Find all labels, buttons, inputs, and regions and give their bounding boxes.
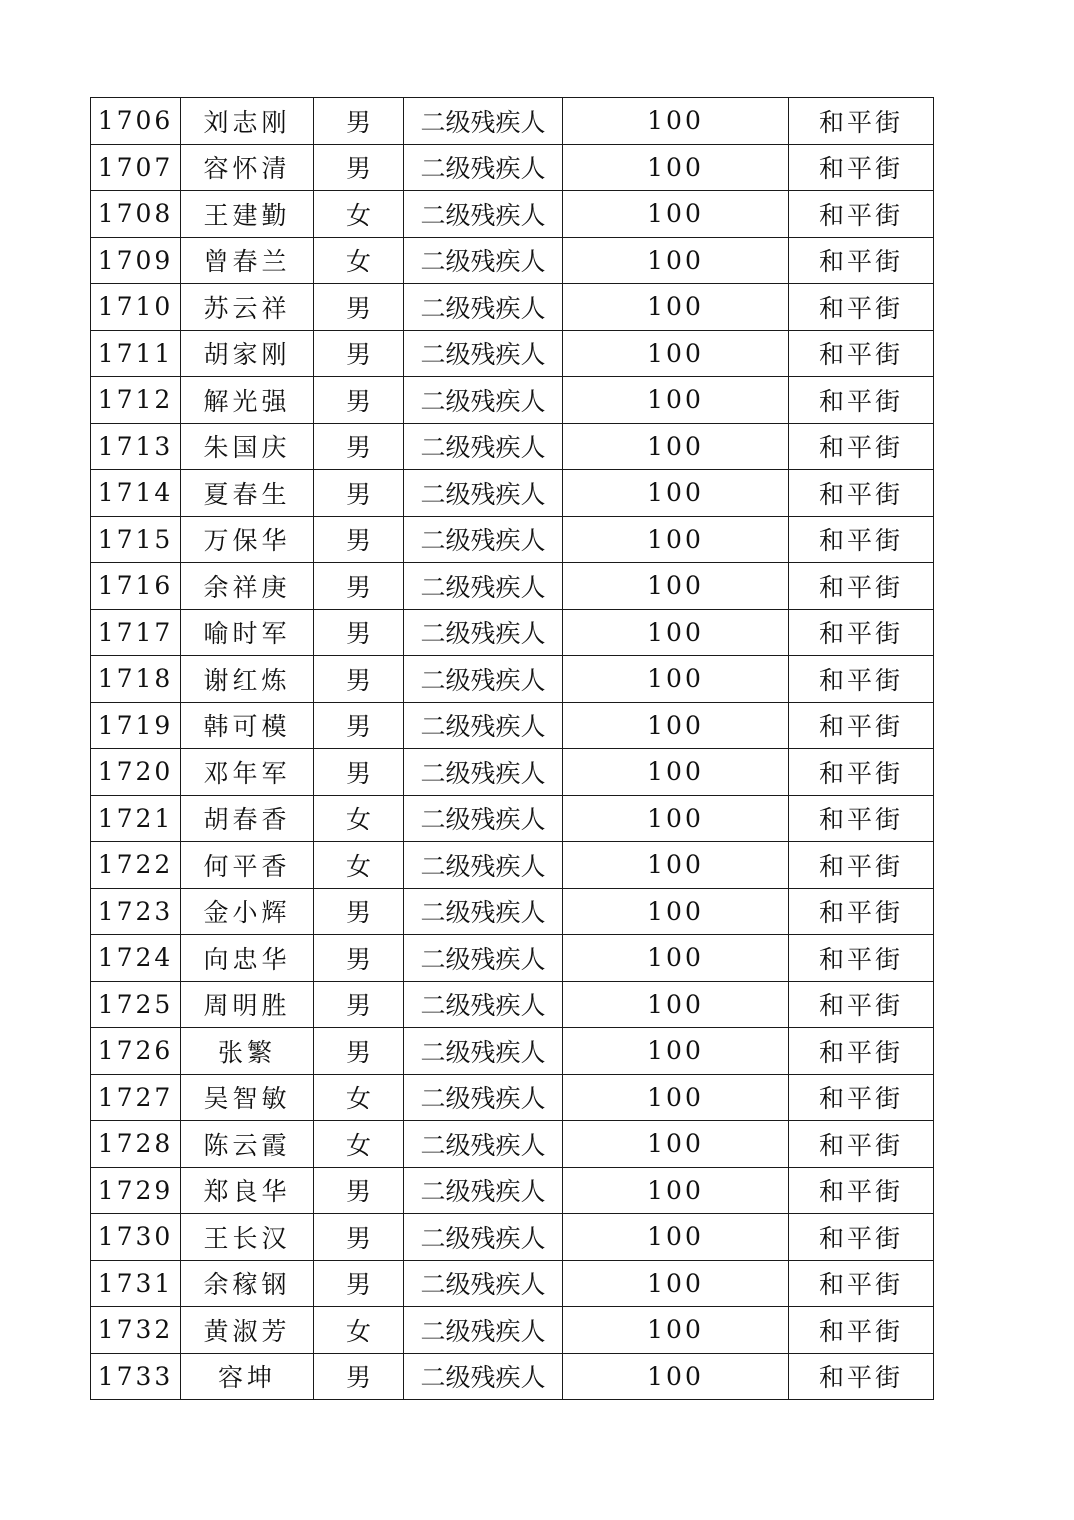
- name-cell: 喻时军: [181, 609, 314, 656]
- disability-level-cell: 二级残疾人: [404, 1214, 563, 1261]
- row-number-cell: 1729: [91, 1167, 181, 1214]
- amount-cell: 100: [563, 284, 789, 331]
- gender-cell: 男: [314, 563, 404, 610]
- street-cell: 和平街: [789, 423, 934, 470]
- gender-cell: 男: [314, 749, 404, 796]
- amount-cell: 100: [563, 516, 789, 563]
- gender-cell: 男: [314, 1028, 404, 1075]
- gender-cell: 男: [314, 516, 404, 563]
- street-cell: 和平街: [789, 377, 934, 424]
- name-cell: 王长汉: [181, 1214, 314, 1261]
- street-cell: 和平街: [789, 1307, 934, 1354]
- row-number-cell: 1716: [91, 563, 181, 610]
- name-cell: 黄淑芳: [181, 1307, 314, 1354]
- street-cell: 和平街: [789, 98, 934, 145]
- disability-level-cell: 二级残疾人: [404, 981, 563, 1028]
- amount-cell: 100: [563, 1074, 789, 1121]
- gender-cell: 男: [314, 981, 404, 1028]
- street-cell: 和平街: [789, 1121, 934, 1168]
- table-row: [91, 1353, 934, 1400]
- amount-cell: 100: [563, 795, 789, 842]
- name-cell: 万保华: [181, 516, 314, 563]
- disability-level-cell: 二级残疾人: [404, 1121, 563, 1168]
- disability-level-cell: 二级残疾人: [404, 935, 563, 982]
- roster-table-body: [91, 98, 934, 1400]
- street-cell: 和平街: [789, 656, 934, 703]
- name-cell: 邓年军: [181, 749, 314, 796]
- table-row: [91, 1214, 934, 1261]
- disability-level-cell: 二级残疾人: [404, 563, 563, 610]
- street-cell: 和平街: [789, 563, 934, 610]
- gender-cell: 女: [314, 1121, 404, 1168]
- disability-level-cell: 二级残疾人: [404, 284, 563, 331]
- table-row: [91, 842, 934, 889]
- roster-table: [90, 97, 934, 1400]
- row-number-cell: 1726: [91, 1028, 181, 1075]
- amount-cell: 100: [563, 1307, 789, 1354]
- name-cell: 张繁: [181, 1028, 314, 1075]
- amount-cell: 100: [563, 609, 789, 656]
- street-cell: 和平街: [789, 795, 934, 842]
- street-cell: 和平街: [789, 888, 934, 935]
- row-number-cell: 1724: [91, 935, 181, 982]
- gender-cell: 男: [314, 144, 404, 191]
- table-row: [91, 423, 934, 470]
- name-cell: 容怀清: [181, 144, 314, 191]
- amount-cell: 100: [563, 191, 789, 238]
- table-row: [91, 656, 934, 703]
- gender-cell: 男: [314, 1260, 404, 1307]
- row-number-cell: 1710: [91, 284, 181, 331]
- gender-cell: 女: [314, 795, 404, 842]
- row-number-cell: 1707: [91, 144, 181, 191]
- row-number-cell: 1732: [91, 1307, 181, 1354]
- disability-level-cell: 二级残疾人: [404, 470, 563, 517]
- amount-cell: 100: [563, 842, 789, 889]
- name-cell: 刘志刚: [181, 98, 314, 145]
- amount-cell: 100: [563, 470, 789, 517]
- name-cell: 朱国庆: [181, 423, 314, 470]
- amount-cell: 100: [563, 330, 789, 377]
- street-cell: 和平街: [789, 1074, 934, 1121]
- street-cell: 和平街: [789, 1260, 934, 1307]
- name-cell: 周明胜: [181, 981, 314, 1028]
- disability-level-cell: 二级残疾人: [404, 516, 563, 563]
- disability-level-cell: 二级残疾人: [404, 1167, 563, 1214]
- name-cell: 胡春香: [181, 795, 314, 842]
- amount-cell: 100: [563, 1028, 789, 1075]
- disability-level-cell: 二级残疾人: [404, 1074, 563, 1121]
- name-cell: 余祥庚: [181, 563, 314, 610]
- gender-cell: 男: [314, 888, 404, 935]
- table-row: [91, 702, 934, 749]
- disability-level-cell: 二级残疾人: [404, 795, 563, 842]
- table-row: [91, 237, 934, 284]
- amount-cell: 100: [563, 981, 789, 1028]
- amount-cell: 100: [563, 1121, 789, 1168]
- table-row: [91, 1307, 934, 1354]
- amount-cell: 100: [563, 1260, 789, 1307]
- gender-cell: 男: [314, 377, 404, 424]
- street-cell: 和平街: [789, 516, 934, 563]
- gender-cell: 男: [314, 330, 404, 377]
- street-cell: 和平街: [789, 330, 934, 377]
- gender-cell: 男: [314, 656, 404, 703]
- table-row: [91, 377, 934, 424]
- row-number-cell: 1709: [91, 237, 181, 284]
- disability-level-cell: 二级残疾人: [404, 330, 563, 377]
- name-cell: 夏春生: [181, 470, 314, 517]
- gender-cell: 男: [314, 1353, 404, 1400]
- name-cell: 容坤: [181, 1353, 314, 1400]
- disability-level-cell: 二级残疾人: [404, 888, 563, 935]
- gender-cell: 男: [314, 423, 404, 470]
- name-cell: 韩可模: [181, 702, 314, 749]
- street-cell: 和平街: [789, 935, 934, 982]
- disability-level-cell: 二级残疾人: [404, 1260, 563, 1307]
- row-number-cell: 1733: [91, 1353, 181, 1400]
- disability-level-cell: 二级残疾人: [404, 609, 563, 656]
- name-cell: 曾春兰: [181, 237, 314, 284]
- street-cell: 和平街: [789, 144, 934, 191]
- disability-level-cell: 二级残疾人: [404, 237, 563, 284]
- row-number-cell: 1706: [91, 98, 181, 145]
- amount-cell: 100: [563, 144, 789, 191]
- amount-cell: 100: [563, 1214, 789, 1261]
- name-cell: 解光强: [181, 377, 314, 424]
- gender-cell: 男: [314, 470, 404, 517]
- street-cell: 和平街: [789, 702, 934, 749]
- name-cell: 余稼钢: [181, 1260, 314, 1307]
- gender-cell: 女: [314, 191, 404, 238]
- name-cell: 金小辉: [181, 888, 314, 935]
- amount-cell: 100: [563, 888, 789, 935]
- table-row: [91, 470, 934, 517]
- disability-level-cell: 二级残疾人: [404, 423, 563, 470]
- row-number-cell: 1722: [91, 842, 181, 889]
- table-row: [91, 1121, 934, 1168]
- name-cell: 何平香: [181, 842, 314, 889]
- street-cell: 和平街: [789, 749, 934, 796]
- disability-level-cell: 二级残疾人: [404, 377, 563, 424]
- row-number-cell: 1718: [91, 656, 181, 703]
- table-row: [91, 330, 934, 377]
- amount-cell: 100: [563, 935, 789, 982]
- table-row: [91, 1260, 934, 1307]
- table-row: [91, 284, 934, 331]
- street-cell: 和平街: [789, 191, 934, 238]
- name-cell: 向忠华: [181, 935, 314, 982]
- gender-cell: 男: [314, 1214, 404, 1261]
- name-cell: 吴智敏: [181, 1074, 314, 1121]
- disability-level-cell: 二级残疾人: [404, 1307, 563, 1354]
- amount-cell: 100: [563, 1353, 789, 1400]
- row-number-cell: 1728: [91, 1121, 181, 1168]
- disability-level-cell: 二级残疾人: [404, 749, 563, 796]
- street-cell: 和平街: [789, 1028, 934, 1075]
- row-number-cell: 1721: [91, 795, 181, 842]
- amount-cell: 100: [563, 702, 789, 749]
- street-cell: 和平街: [789, 609, 934, 656]
- table-row: [91, 888, 934, 935]
- name-cell: 郑良华: [181, 1167, 314, 1214]
- table-row: [91, 98, 934, 145]
- name-cell: 谢红炼: [181, 656, 314, 703]
- row-number-cell: 1714: [91, 470, 181, 517]
- table-row: [91, 191, 934, 238]
- gender-cell: 男: [314, 284, 404, 331]
- gender-cell: 女: [314, 1074, 404, 1121]
- table-row: [91, 144, 934, 191]
- street-cell: 和平街: [789, 1214, 934, 1261]
- gender-cell: 男: [314, 98, 404, 145]
- gender-cell: 女: [314, 237, 404, 284]
- street-cell: 和平街: [789, 842, 934, 889]
- gender-cell: 女: [314, 1307, 404, 1354]
- row-number-cell: 1719: [91, 702, 181, 749]
- table-row: [91, 609, 934, 656]
- name-cell: 苏云祥: [181, 284, 314, 331]
- row-number-cell: 1731: [91, 1260, 181, 1307]
- amount-cell: 100: [563, 377, 789, 424]
- row-number-cell: 1715: [91, 516, 181, 563]
- row-number-cell: 1727: [91, 1074, 181, 1121]
- name-cell: 陈云霞: [181, 1121, 314, 1168]
- gender-cell: 男: [314, 935, 404, 982]
- gender-cell: 男: [314, 609, 404, 656]
- row-number-cell: 1712: [91, 377, 181, 424]
- disability-level-cell: 二级残疾人: [404, 702, 563, 749]
- street-cell: 和平街: [789, 1353, 934, 1400]
- row-number-cell: 1720: [91, 749, 181, 796]
- row-number-cell: 1711: [91, 330, 181, 377]
- amount-cell: 100: [563, 563, 789, 610]
- gender-cell: 男: [314, 1167, 404, 1214]
- amount-cell: 100: [563, 423, 789, 470]
- disability-level-cell: 二级残疾人: [404, 1028, 563, 1075]
- amount-cell: 100: [563, 98, 789, 145]
- amount-cell: 100: [563, 237, 789, 284]
- street-cell: 和平街: [789, 237, 934, 284]
- disability-level-cell: 二级残疾人: [404, 191, 563, 238]
- name-cell: 王建勤: [181, 191, 314, 238]
- table-row: [91, 516, 934, 563]
- table-row: [91, 981, 934, 1028]
- table-row: [91, 935, 934, 982]
- row-number-cell: 1723: [91, 888, 181, 935]
- disability-level-cell: 二级残疾人: [404, 842, 563, 889]
- table-row: [91, 795, 934, 842]
- gender-cell: 女: [314, 842, 404, 889]
- table-row: [91, 749, 934, 796]
- row-number-cell: 1713: [91, 423, 181, 470]
- row-number-cell: 1725: [91, 981, 181, 1028]
- table-row: [91, 563, 934, 610]
- amount-cell: 100: [563, 1167, 789, 1214]
- disability-level-cell: 二级残疾人: [404, 144, 563, 191]
- disability-level-cell: 二级残疾人: [404, 656, 563, 703]
- disability-level-cell: 二级残疾人: [404, 98, 563, 145]
- gender-cell: 男: [314, 702, 404, 749]
- amount-cell: 100: [563, 656, 789, 703]
- row-number-cell: 1717: [91, 609, 181, 656]
- name-cell: 胡家刚: [181, 330, 314, 377]
- amount-cell: 100: [563, 749, 789, 796]
- street-cell: 和平街: [789, 284, 934, 331]
- table-row: [91, 1167, 934, 1214]
- disability-level-cell: 二级残疾人: [404, 1353, 563, 1400]
- table-row: [91, 1028, 934, 1075]
- row-number-cell: 1708: [91, 191, 181, 238]
- street-cell: 和平街: [789, 470, 934, 517]
- row-number-cell: 1730: [91, 1214, 181, 1261]
- street-cell: 和平街: [789, 981, 934, 1028]
- table-row: [91, 1074, 934, 1121]
- street-cell: 和平街: [789, 1167, 934, 1214]
